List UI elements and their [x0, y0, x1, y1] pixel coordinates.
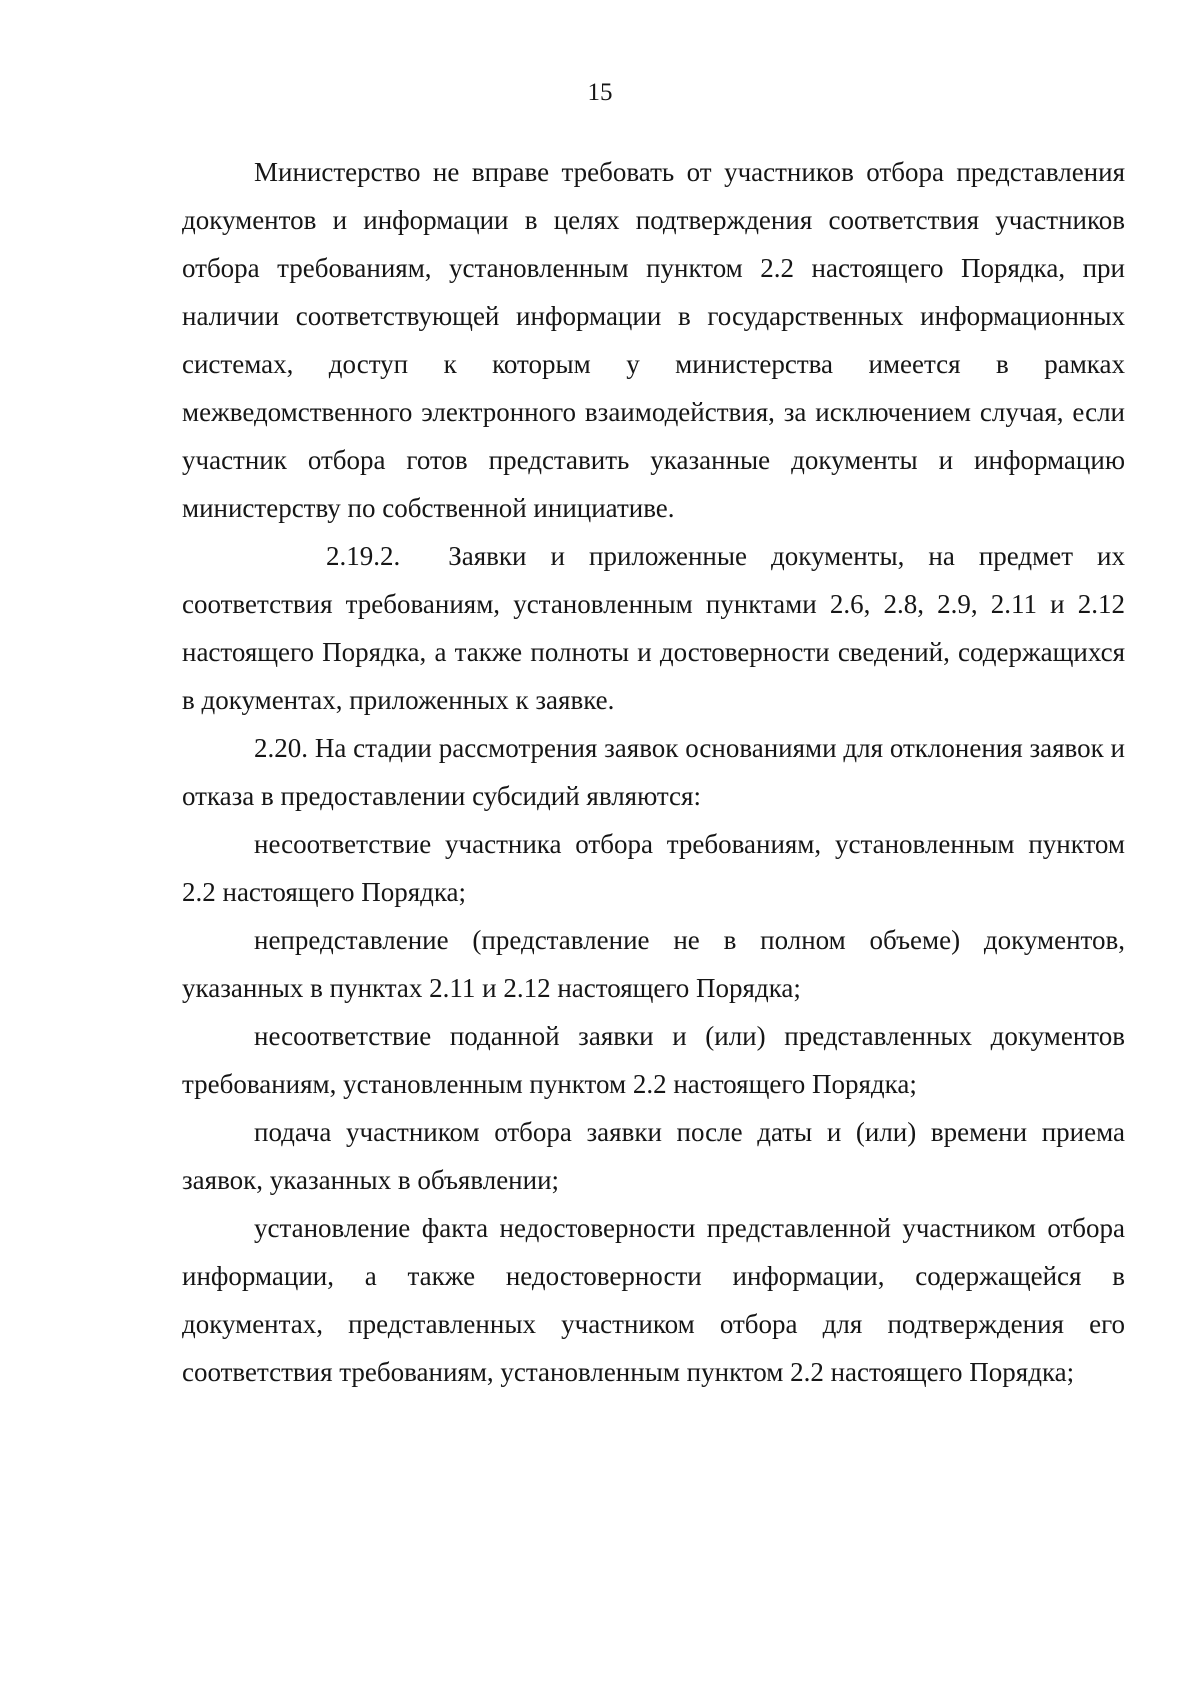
- clause-number: 2.19.2.: [326, 541, 401, 571]
- paragraph-2-19-2: [182, 532, 1125, 724]
- list-item-false-information: установление факта недостоверности представленной участником отбора информации, а также недостоверности информации, содержащейся в документах, представленных участником отбора для подтверждения его соответствия требованиям, установленным пунктом 2.2 настоящего Порядка;: [182, 1213, 1125, 1387]
- document-body: [182, 148, 1125, 1396]
- clause-text: Заявки и приложенные документы, на предмет их соответствия требованиям, установленным пунктами 2.6, 2.8, 2.9, 2.11 и 2.12 настоящего Порядка, а также полноты и достоверности сведений, содержащихся в документах, приложенных к заявке.: [182, 541, 1125, 715]
- paragraph-ministry-documents: Министерство не вправе требовать от участников отбора представления документов и информации в целях подтверждения соответствия участников отбора требованиям, установленным пунктом 2.2 настоящего Порядка, при наличии соответствующей информации в государственных информационных системах, доступ к которым у министерства имеется в рамках межведомственного электронного взаимодействия, за исключением случая, если участник отбора готов представить указанные документы и информацию министерству по собственной инициативе.: [182, 157, 1125, 523]
- paragraph-2-20: 2.20. На стадии рассмотрения заявок основаниями для отклонения заявок и отказа в предоставлении субсидий являются:: [182, 733, 1125, 811]
- list-item-late-submission: подача участником отбора заявки после даты и (или) времени приема заявок, указанных в объявлении;: [182, 1117, 1125, 1195]
- page-number: 15: [587, 79, 613, 106]
- list-item-documents-not-submitted: непредставление (представление не в полном объеме) документов, указанных в пунктах 2.11 и 2.12 настоящего Порядка;: [182, 925, 1125, 1003]
- list-item-participant-noncompliance: несоответствие участника отбора требованиям, установленным пунктом 2.2 настоящего Порядка;: [182, 829, 1125, 907]
- list-item-application-noncompliance: несоответствие поданной заявки и (или) представленных документов требованиям, установленным пунктом 2.2 настоящего Порядка;: [182, 1021, 1125, 1099]
